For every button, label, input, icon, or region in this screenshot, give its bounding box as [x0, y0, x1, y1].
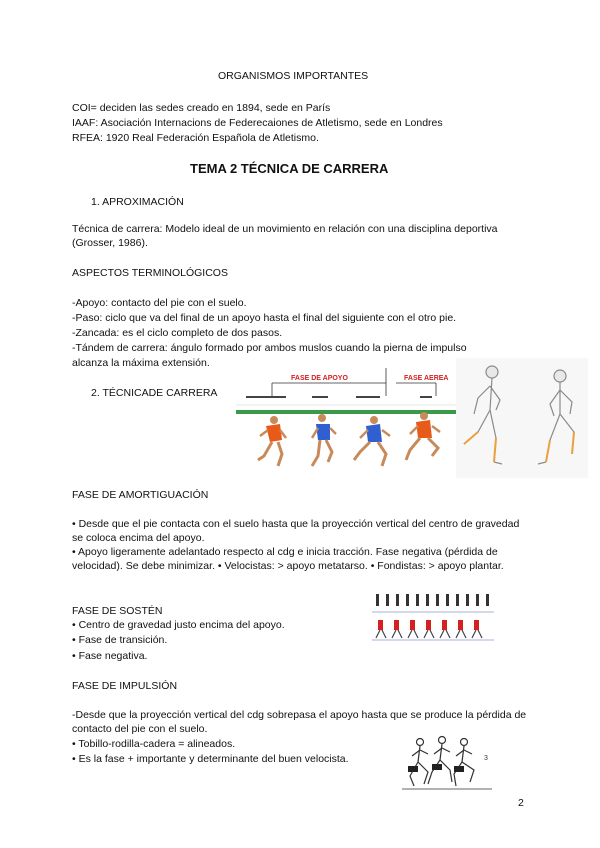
organismos-line-iaaf: IAAF: Asociación Internacions de Federecaiones de Atletismo, sede en Londres — [72, 117, 443, 129]
terminologia-heading: ASPECTOS TERMINOLÓGICOS — [72, 267, 228, 279]
terminologia-tandem: -Tándem de carrera: ángulo formado por ambos muslos cuando la pierna de impulso — [72, 342, 467, 354]
terminologia-apoyo: -Apoyo: contacto del pie con el suelo. — [72, 297, 247, 309]
sosten-heading: FASE DE SOSTÉN — [72, 605, 163, 617]
impulsion-heading: FASE DE IMPULSIÓN — [72, 680, 178, 692]
organismos-line-rfea: RFEA: 1920 Real Federación Española de Atletismo. — [72, 132, 319, 144]
running-phases-figure — [236, 356, 458, 478]
fase-aerea-label: FASE AEREA — [404, 375, 449, 382]
impulsion-item-1: • Tobillo-rodilla-cadera = alineados. — [72, 738, 236, 750]
sosten-item-2: • Fase de transición. — [72, 634, 168, 646]
amortiguacion-text-2: • Apoyo ligeramente adelantado respecto al cdg e inicia tracción. Fase negativa (pérdida de velocidad). Se debe minimizar. • Velocistas: > apoyo metatarso. • Fondistas: > apoyo plantar. — [72, 546, 504, 572]
amortiguacion-text-1: • Desde que el pie contacta con el suelo hasta que la proyección vertical del centro de gravedad se coloca encima del apoyo. — [72, 518, 520, 544]
section-tecnica-heading: 2. TÉCNICADE CARRERA — [91, 387, 218, 399]
impulsion-figure — [400, 734, 494, 792]
terminologia-zancada: -Zancada: es el ciclo completo de dos pasos. — [72, 327, 283, 339]
fase-apoyo-label: FASE DE APOYO — [291, 375, 348, 382]
sosten-item-3: • Fase negativa. — [72, 650, 148, 662]
impulsion-text-1: -Desde que la proyección vertical del cdg sobrepasa el apoyo hasta que se produce la pérdida de contacto del pie con el suelo. — [72, 709, 527, 735]
sosten-item-1: • Centro de gravedad justo encima del apoyo. — [72, 619, 285, 631]
organismos-line-coi: COI= deciden las sedes creado en 1894, sede en París — [72, 102, 331, 114]
page-title: TEMA 2 TÉCNICA DE CARRERA — [190, 161, 389, 176]
svg-text:3: 3 — [484, 755, 488, 762]
impulsion-item-2: • Es la fase + importante y determinante del buen velocista. — [72, 753, 349, 765]
page-number: 2 — [518, 797, 524, 809]
amortiguacion-heading: FASE DE AMORTIGUACIÓN — [72, 489, 209, 501]
organismos-heading: ORGANISMOS IMPORTANTES — [218, 70, 369, 82]
section-aproximacion-heading: 1. APROXIMACIÓN — [91, 196, 184, 208]
terminologia-paso: -Paso: ciclo que va del final de un apoyo hasta el final del siguiente con el otro pie. — [72, 312, 457, 324]
aproximacion-definition: Técnica de carrera: Modelo ideal de un movimiento en relación con una disciplina deportiva (Grosser, 1986). — [72, 223, 498, 249]
runner-sketch-figure — [456, 358, 588, 478]
terminologia-tandem-cont: alcanza la máxima extensión. — [72, 357, 210, 369]
sprint-sequence-figure — [372, 584, 494, 644]
